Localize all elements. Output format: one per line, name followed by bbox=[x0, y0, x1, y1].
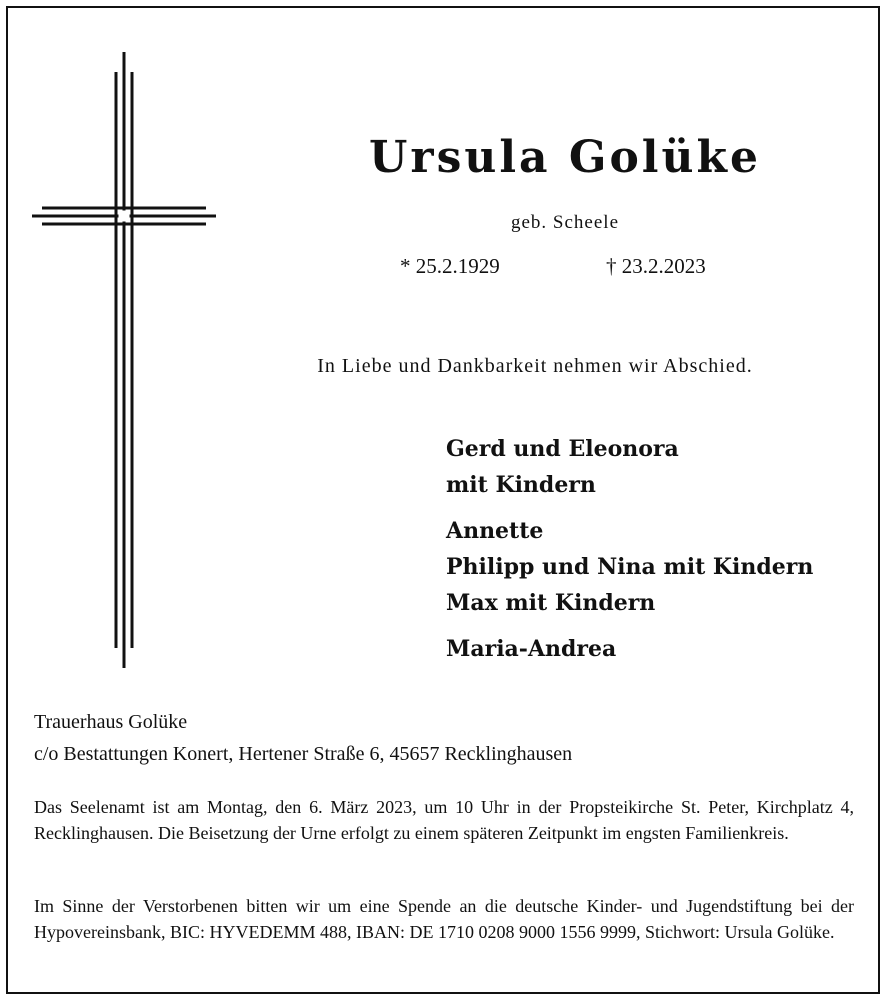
farewell-text: In Liebe und Dankbarkeit nehmen wir Abschied. bbox=[317, 355, 753, 377]
mourner-name: Maria-Andrea bbox=[446, 636, 617, 662]
service-info: Das Seelenamt ist am Montag, den 6. März 2023, um 10 Uhr in der Propsteikirche St. Peter, Kirchplatz 4, Recklinghausen. Die Beisetzung der Urne erfolgt zu einem späteren Zeitpunkt im engsten Familienkreis. bbox=[34, 797, 854, 843]
mourner-name: Philipp und Nina mit Kindern bbox=[446, 554, 814, 580]
birth-date: * 25.2.1929 bbox=[400, 254, 500, 278]
mourner-group bbox=[446, 513, 813, 621]
mourning-house-address bbox=[34, 706, 572, 770]
address-line: c/o Bestattungen Konert, Hertener Straße 6, 45657 Recklinghausen bbox=[34, 743, 573, 765]
mourner-name: Max mit Kindern bbox=[446, 590, 656, 616]
death-date: † 23.2.2023 bbox=[606, 254, 706, 278]
mourner-group bbox=[446, 631, 813, 667]
mourner-group bbox=[446, 431, 813, 503]
mourner-name: Annette bbox=[446, 518, 544, 544]
birth-name: geb. Scheele bbox=[510, 212, 619, 233]
mourners-list bbox=[446, 431, 813, 677]
address-line: Trauerhaus Golüke bbox=[34, 711, 188, 733]
mourner-name: mit Kindern bbox=[446, 472, 596, 498]
donation-info: Im Sinne der Verstorbenen bitten wir um eine Spende an die deutsche Kinder- und Jugendstiftung bei der Hypovereinsbank, BIC: HYVEDEMM 488, IBAN: DE 1710 0208 9000 1556 9999, Stichwort: Ursula Golüke. bbox=[34, 896, 854, 942]
deceased-name: Ursula Golüke bbox=[369, 132, 761, 183]
mourner-name: Gerd und Eleonora bbox=[446, 436, 679, 462]
